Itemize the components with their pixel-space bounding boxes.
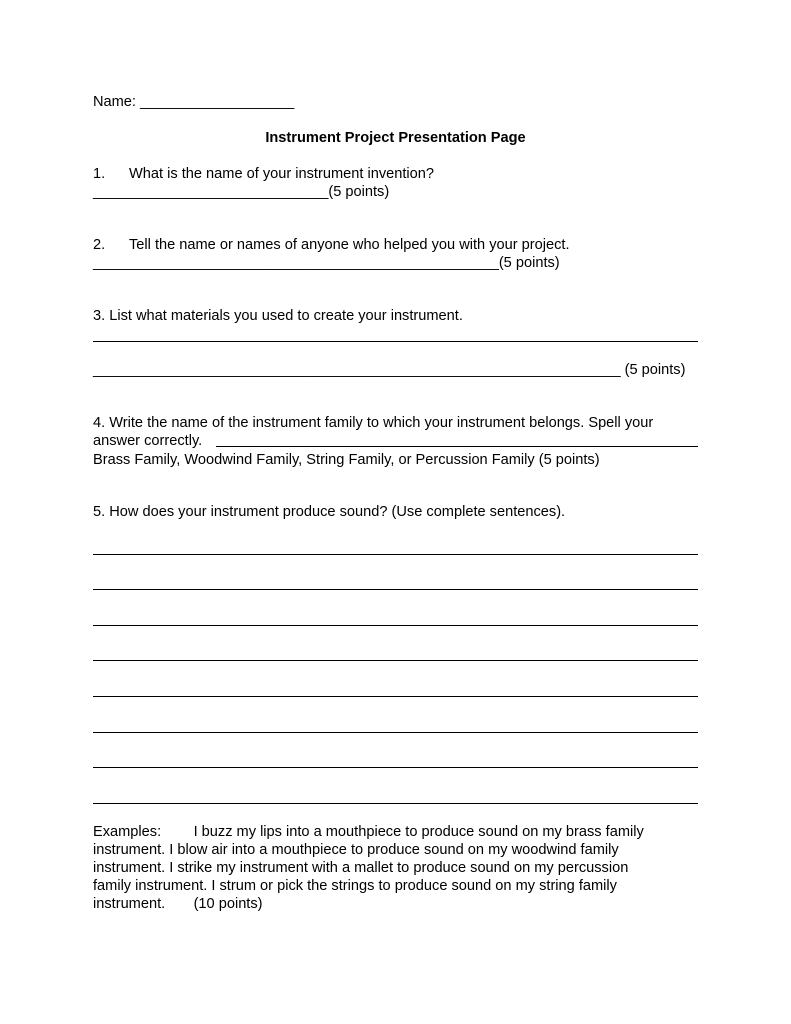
question-5-answer-rule-7[interactable] bbox=[93, 767, 698, 768]
page-title: Instrument Project Presentation Page bbox=[265, 130, 526, 146]
question-5-answer-rule-5[interactable] bbox=[93, 696, 698, 697]
examples-line-1: Examples: I buzz my lips into a mouthpiece to produce sound on my brass family bbox=[93, 824, 644, 840]
examples-line-5: instrument. (10 points) bbox=[93, 896, 263, 912]
question-2-answer-line[interactable]: __________________________________________________(5 points) bbox=[93, 255, 560, 271]
question-1-answer-line[interactable]: _____________________________(5 points) bbox=[93, 184, 390, 200]
question-1-number: 1. bbox=[93, 166, 106, 182]
question-3-answer-line-2[interactable]: _________________________________________________________________ (5 points) bbox=[93, 362, 686, 378]
question-5-answer-rule-3[interactable] bbox=[93, 625, 698, 626]
question-5-answer-rule-8[interactable] bbox=[93, 803, 698, 804]
question-5-answer-rule-2[interactable] bbox=[93, 589, 698, 590]
question-3-answer-rule-1[interactable] bbox=[93, 341, 698, 342]
question-5-answer-rule-6[interactable] bbox=[93, 732, 698, 733]
question-2 bbox=[93, 236, 570, 254]
question-4-text-line-1: 4. Write the name of the instrument family to which your instrument belongs. Spell your bbox=[93, 415, 654, 431]
question-4-family-options: Brass Family, Woodwind Family, String Family, or Percussion Family (5 points) bbox=[93, 452, 600, 468]
question-5-answer-rule-4[interactable] bbox=[93, 660, 698, 661]
examples-line-2: instrument. I blow air into a mouthpiece to produce sound on my woodwind family bbox=[93, 842, 619, 858]
examples-line-3: instrument. I strike my instrument with a mallet to produce sound on my percussion bbox=[93, 860, 629, 876]
question-5-answer-rule-1[interactable] bbox=[93, 554, 698, 555]
question-1 bbox=[93, 165, 434, 183]
question-4-text-line-2: answer correctly. bbox=[93, 433, 207, 449]
question-5-text: 5. How does your instrument produce sound? (Use complete sentences). bbox=[93, 504, 566, 520]
name-field-line[interactable]: Name: ___________________ bbox=[93, 94, 295, 110]
question-4-answer-rule[interactable] bbox=[216, 446, 698, 447]
question-2-text: Tell the name or names of anyone who helped you with your project. bbox=[129, 237, 570, 253]
question-3-text: 3. List what materials you used to create your instrument. bbox=[93, 308, 463, 324]
question-1-text: What is the name of your instrument invention? bbox=[129, 166, 435, 182]
examples-line-4: family instrument. I strum or pick the strings to produce sound on my string family bbox=[93, 878, 617, 894]
question-2-number: 2. bbox=[93, 237, 106, 253]
